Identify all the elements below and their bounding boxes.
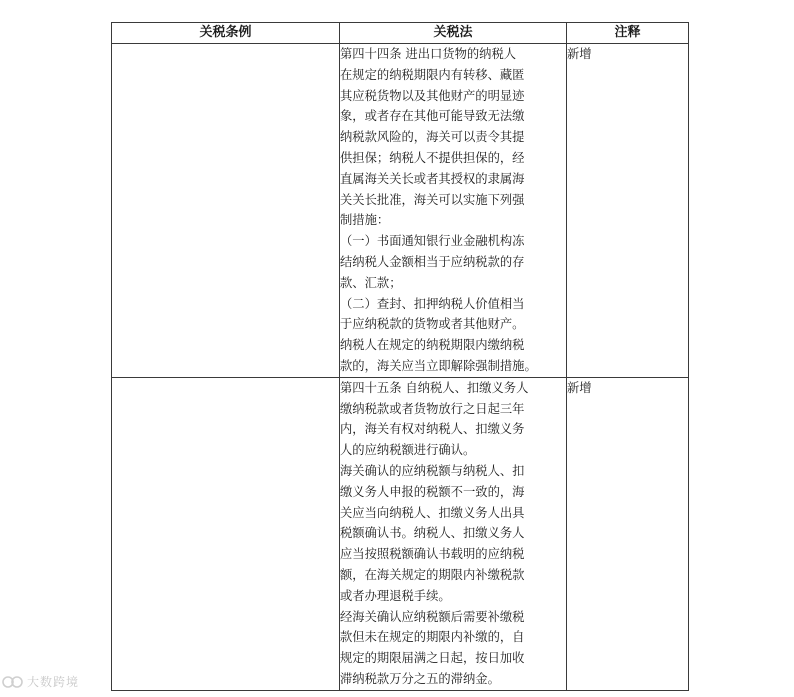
law-line: 税额确认书。纳税人、扣缴义务人: [340, 526, 525, 541]
law-line: 应当按照税额确认书载明的应纳税: [340, 547, 525, 562]
law-line: 于应纳税款的货物或者其他财产。: [340, 317, 525, 332]
law-line: 缴纳税款或者货物放行之日起三年: [340, 401, 525, 416]
law-cell: [340, 44, 567, 378]
law-line: 款、汇款；: [340, 275, 402, 290]
law-line: 人的应纳税额进行确认。: [340, 443, 476, 458]
law-line: 第四十四条 进出口货物的纳税人: [340, 47, 517, 61]
header-law: 关税法: [340, 23, 567, 44]
law-line: 经海关确认应纳税额后需要补缴税: [340, 609, 525, 624]
law-line: 款但未在规定的期限内补缴的，自: [340, 630, 525, 645]
regulation-cell: [112, 44, 340, 378]
header-note: 注释: [567, 23, 689, 44]
note-cell: 新增: [567, 44, 689, 378]
law-line: 在规定的纳税期限内有转移、藏匿: [340, 67, 525, 82]
law-line: 或者办理退税手续。: [340, 588, 451, 603]
brand-logo-icon: [2, 675, 24, 689]
law-line: 关应当向纳税人、扣缴义务人出具: [340, 505, 525, 520]
law-line: 海关确认的应纳税额与纳税人、扣: [340, 463, 525, 478]
law-line: 结纳税人金额相当于应纳税款的存: [340, 254, 525, 269]
table-row: [112, 44, 689, 378]
law-line: 关关长批准，海关可以实施下列强: [340, 192, 525, 207]
note-cell: 新增: [567, 377, 689, 690]
watermark: [2, 673, 79, 690]
law-line: 纳税款风险的，海关可以责令其提: [340, 130, 525, 145]
table-row: [112, 377, 689, 690]
law-line: 内，海关有权对纳税人、扣缴义务: [340, 422, 525, 437]
law-line: 第四十五条 自纳税人、扣缴义务人: [340, 380, 529, 395]
law-line: 额，在海关规定的期限内补缴税款: [340, 567, 525, 582]
law-line: 象，或者存在其他可能导致无法缴: [340, 109, 525, 124]
watermark-text: 大数跨境: [27, 675, 80, 689]
law-cell: [340, 377, 567, 690]
header-regulation: 关税条例: [112, 23, 340, 44]
law-line: 款的，海关应当立即解除强制措施。: [340, 358, 537, 373]
law-line: 制措施：: [340, 213, 390, 228]
law-line: （一）书面通知银行业金融机构冻: [340, 234, 525, 249]
header-row: [112, 23, 689, 44]
law-line: 滞纳税款万分之五的滞纳金。: [340, 671, 500, 686]
law-line: 纳税人在规定的纳税期限内缴纳税: [340, 338, 525, 353]
law-line: 供担保；纳税人不提供担保的，经: [340, 150, 525, 165]
comparison-table: [111, 22, 689, 691]
law-line: （二）查封、扣押纳税人价值相当: [340, 296, 525, 311]
law-line: 缴义务人申报的税额不一致的，海: [340, 484, 525, 499]
law-line: 直属海关关长或者其授权的隶属海: [340, 171, 525, 186]
law-line: 规定的期限届满之日起，按日加收: [340, 651, 525, 666]
law-line: 其应税货物以及其他财产的明显迹: [340, 88, 525, 103]
regulation-cell: [112, 377, 340, 690]
